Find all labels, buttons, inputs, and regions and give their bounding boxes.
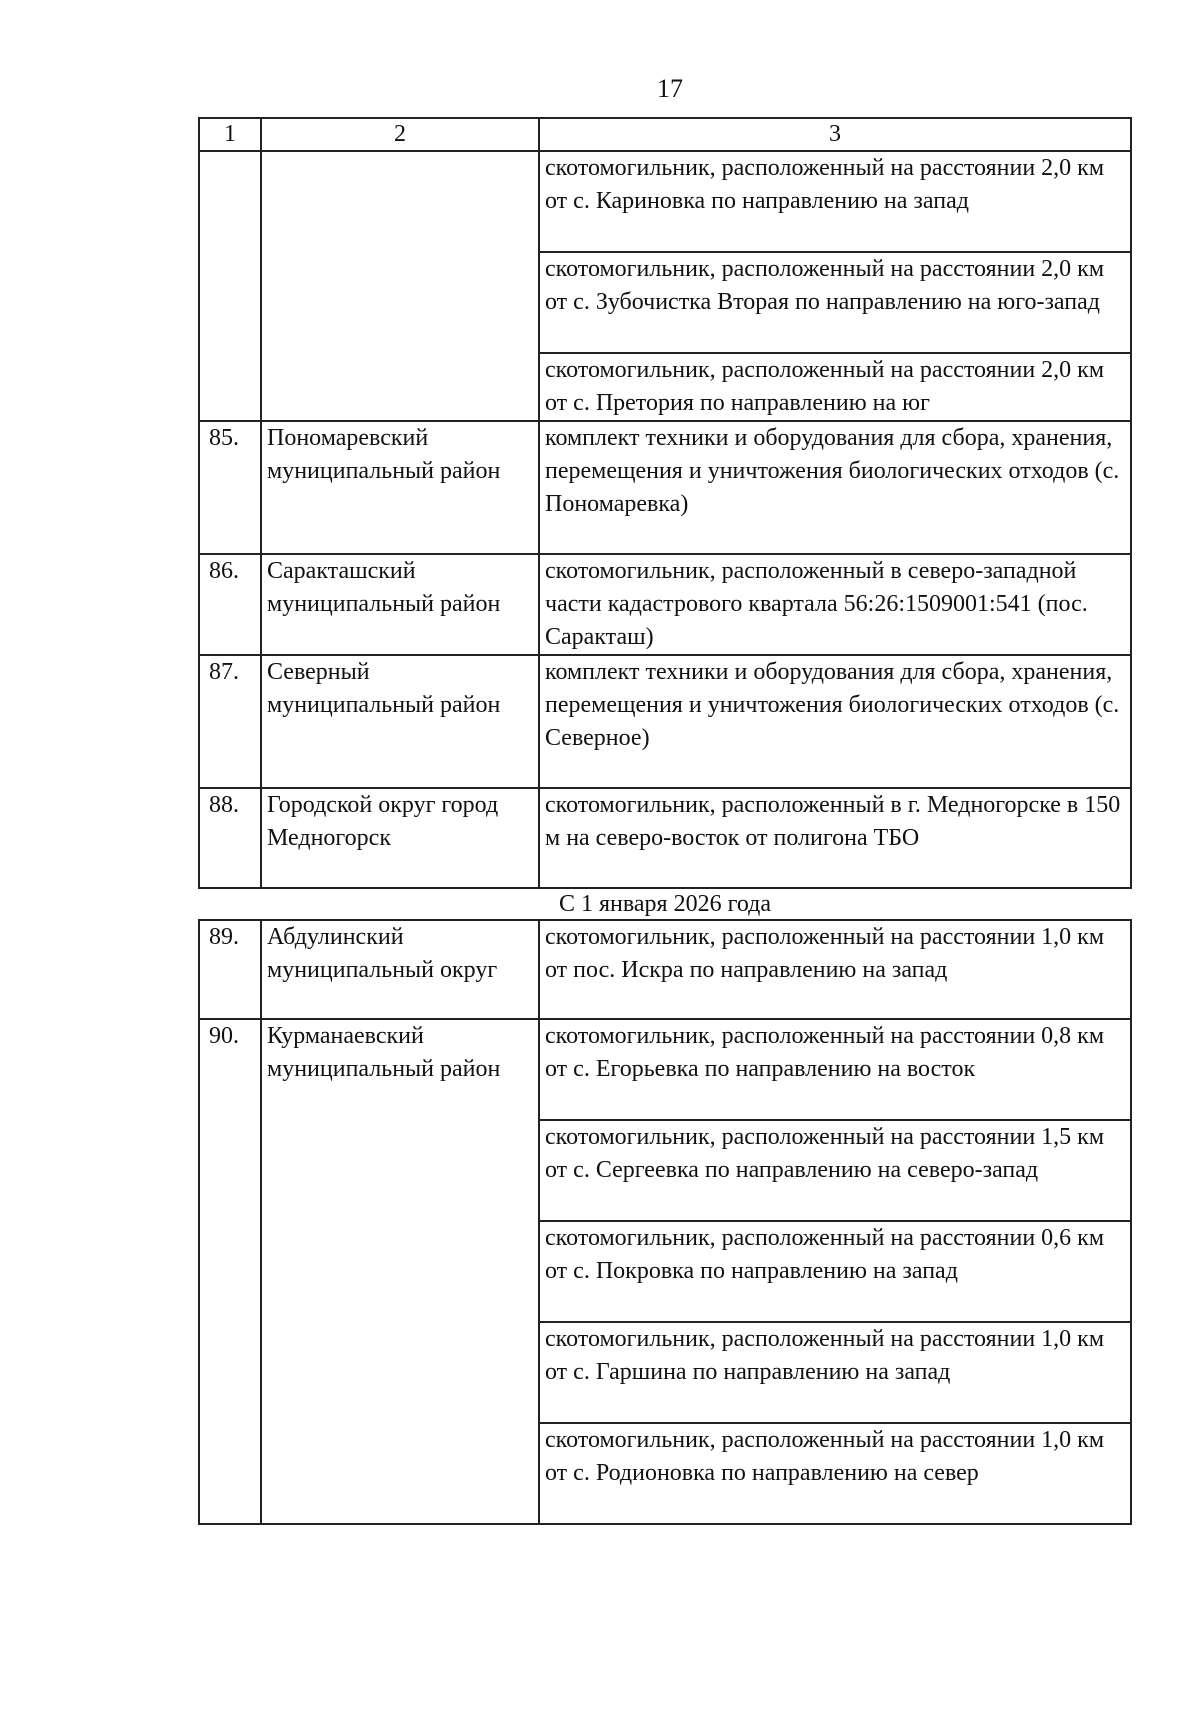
facility-description: скотомогильник, расположенный на расстоянии 1,0 км от с. Гаршина по направлению на запад <box>539 1322 1131 1423</box>
district-name: Городской округ город Медногорск <box>261 788 539 888</box>
facility-description: комплект техники и оборудования для сбора, хранения, перемещения и уничтожения биологических отходов (с. Северное) <box>539 655 1131 788</box>
facility-description: скотомогильник, расположенный на расстоянии 2,0 км от с. Кариновка по направлению на запад <box>539 151 1131 252</box>
district-name: Курманаевский муниципальный район <box>261 1019 539 1524</box>
table-row <box>199 151 1131 252</box>
facility-description: скотомогильник, расположенный в г. Медногорске в 150 м на северо-восток от полигона ТБО <box>539 788 1131 888</box>
row-number: 86. <box>199 554 261 655</box>
table-row <box>199 920 1131 1019</box>
district-name <box>261 151 539 421</box>
facility-description: комплект техники и оборудования для сбора, хранения, перемещения и уничтожения биологических отходов (с. Пономаревка) <box>539 421 1131 554</box>
facilities-table <box>198 117 1132 1525</box>
section-row <box>199 888 1131 920</box>
table-row <box>199 421 1131 554</box>
facility-description: скотомогильник, расположенный на расстоянии 1,0 км от с. Родионовка по направлению на север <box>539 1423 1131 1524</box>
row-number: 85. <box>199 421 261 554</box>
header-col-1: 1 <box>199 118 261 151</box>
facility-description: скотомогильник, расположенный на расстоянии 2,0 км от с. Зубочистка Вторая по направлению на юго-запад <box>539 252 1131 353</box>
facility-description: скотомогильник, расположенный на расстоянии 0,6 км от с. Покровка по направлению на запад <box>539 1221 1131 1322</box>
district-name: Абдулинский муниципальный округ <box>261 920 539 1019</box>
district-name: Саракташский муниципальный район <box>261 554 539 655</box>
facility-description: скотомогильник, расположенный в северо-западной части кадастрового квартала 56:26:1509001:541 (пос. Саракташ) <box>539 554 1131 655</box>
table-body <box>199 118 1131 1524</box>
row-number: 88. <box>199 788 261 888</box>
district-name: Северный муниципальный район <box>261 655 539 788</box>
header-col-3: 3 <box>539 118 1131 151</box>
row-number: 87. <box>199 655 261 788</box>
facility-description: скотомогильник, расположенный на расстоянии 0,8 км от с. Егорьевка по направлению на восток <box>539 1019 1131 1120</box>
header-col-2: 2 <box>261 118 539 151</box>
page-number: 17 <box>657 74 683 103</box>
table-row <box>199 655 1131 788</box>
facility-description: скотомогильник, расположенный на расстоянии 1,5 км от с. Сергеевка по направлению на северо-запад <box>539 1120 1131 1221</box>
section-heading: С 1 января 2026 года <box>199 888 1131 920</box>
facility-description: скотомогильник, расположенный на расстоянии 2,0 км от с. Претория по направлению на юг <box>539 353 1131 421</box>
header-row <box>199 118 1131 151</box>
row-number: 90. <box>199 1019 261 1524</box>
table-row <box>199 554 1131 655</box>
row-number: 89. <box>199 920 261 1019</box>
table-row <box>199 788 1131 888</box>
facility-description: скотомогильник, расположенный на расстоянии 1,0 км от пос. Искра по направлению на запад <box>539 920 1131 1019</box>
table-row <box>199 1019 1131 1120</box>
district-name: Пономаревский муниципальный район <box>261 421 539 554</box>
row-number <box>199 151 261 421</box>
